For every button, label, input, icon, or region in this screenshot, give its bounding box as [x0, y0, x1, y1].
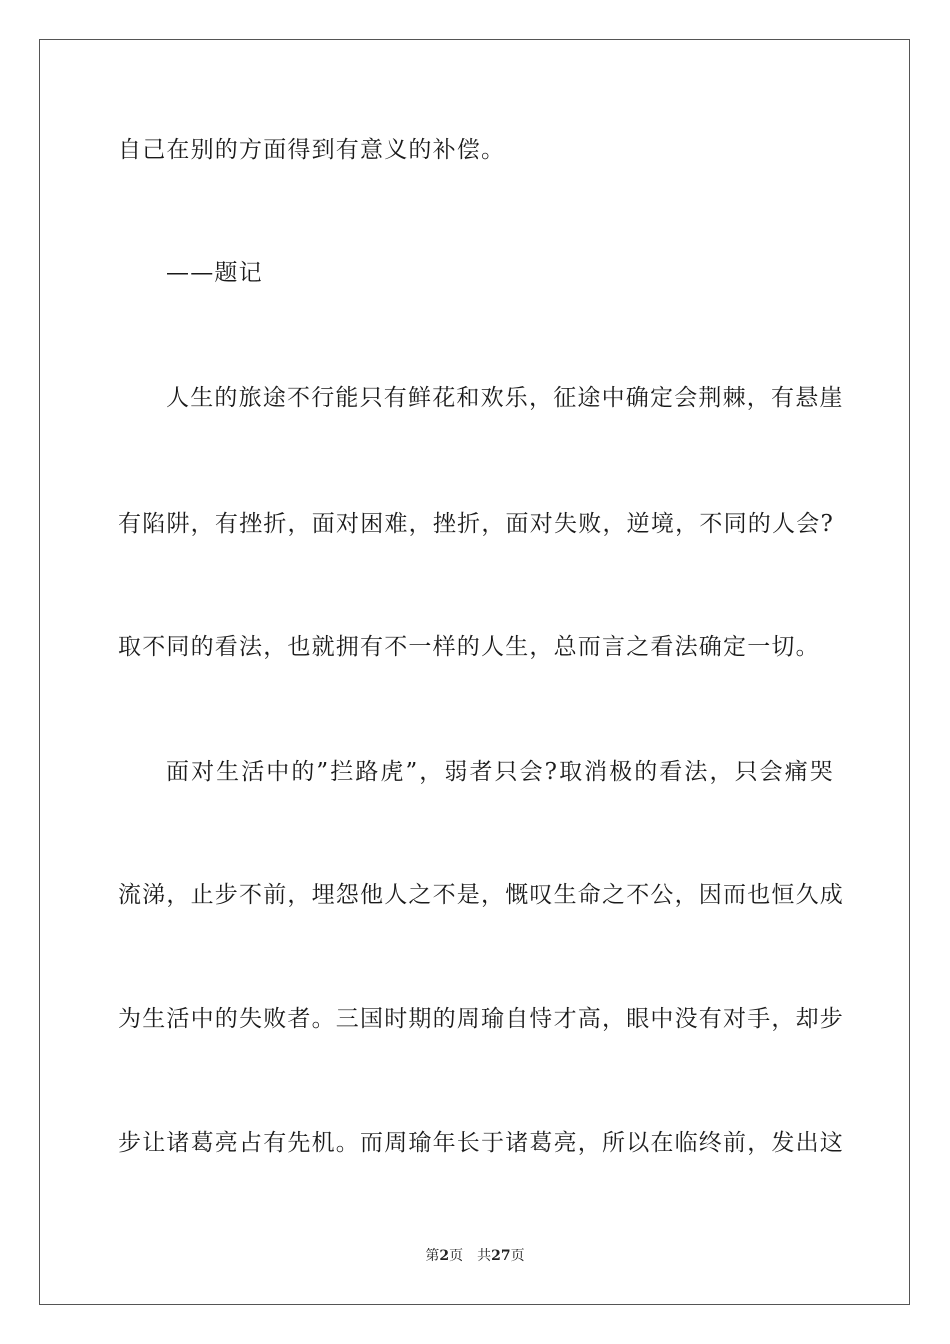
paragraph-2-line-1: 面对生活中的”拦路虎”，弱者只会?取消极的看法，只会痛哭: [166, 759, 834, 785]
footer-page-prefix: 第: [425, 1248, 440, 1264]
paragraph-2-line-2: 流涕，止步不前，埋怨他人之不是，慨叹生命之不公，因而也恒久成: [118, 882, 844, 908]
paragraph-1-line-3: 取不同的看法，也就拥有不一样的人生，总而言之看法确定一切。: [118, 634, 820, 660]
paragraph-1-line-1: 人生的旅途不行能只有鲜花和欢乐，征途中确定会荆棘，有悬崖: [166, 385, 844, 411]
footer-page-suffix: 页: [449, 1248, 464, 1264]
page-footer: [0, 1245, 950, 1265]
paragraph-2-line-4: 步让诸葛亮占有先机。而周瑜年长于诸葛亮，所以在临终前，发出这: [118, 1130, 844, 1156]
footer-page-number: 2: [439, 1248, 450, 1264]
epigraph-attribution: ——题记: [166, 260, 263, 286]
footer-total-prefix: 共: [477, 1248, 492, 1264]
footer-total-pages: 27: [491, 1248, 511, 1264]
paragraph-2-line-3: 为生活中的失败者。三国时期的周瑜自恃才高，眼中没有对手，却步: [118, 1006, 844, 1032]
text-line-1: 自己在别的方面得到有意义的补偿。: [118, 137, 506, 163]
page-frame: [39, 39, 910, 1305]
footer-total-suffix: 页: [510, 1248, 525, 1264]
paragraph-1-line-2: 有陷阱，有挫折，面对困难，挫折，面对失败，逆境，不同的人会?: [118, 511, 834, 537]
